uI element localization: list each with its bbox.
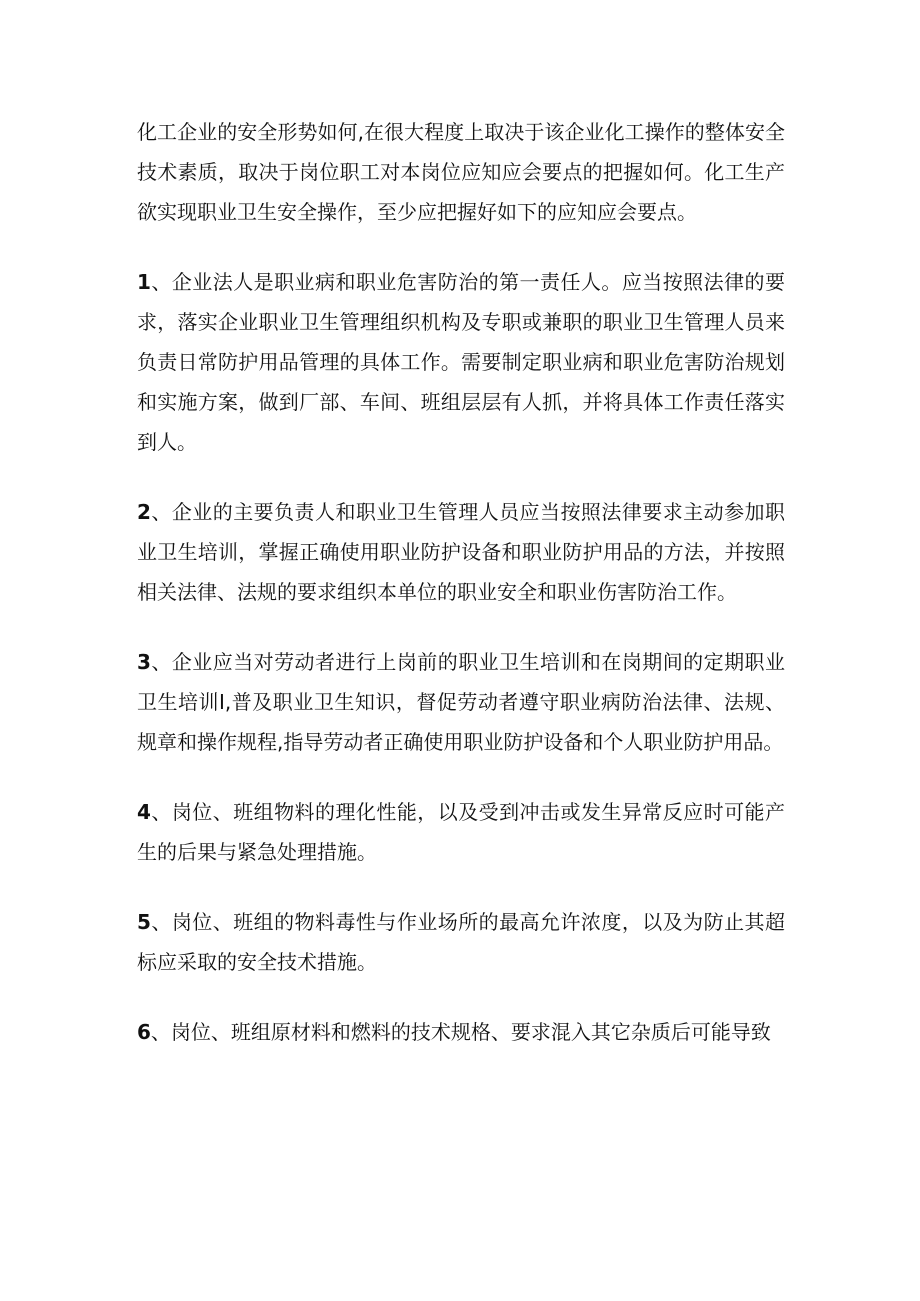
item-number: 3: [137, 650, 151, 674]
list-item: [137, 492, 785, 612]
intro-paragraph: 化工企业的安全形势如何,在很大程度上取决于该企业化工操作的整体安全技术素质，取决于岗位职工对本岗位应知应会要点的把握如何。化工生产欲实现职业卫生安全操作，至少应把握好如下的应知应会要点。: [137, 120, 785, 224]
item-number: 6: [137, 1020, 151, 1044]
item-number: 4: [137, 800, 151, 824]
item-text: 、企业法人是职业病和职业危害防治的第一责任人。应当按照法律的要求，落实企业职业卫生管理组织机构及专职或兼职的职业卫生管理人员来负责日常防护用品管理的具体工作。需要制定职业病和职业危害防治规划和实施方案，做到厂部、车间、班组层层有人抓，并将具体工作责任落实到人。: [137, 270, 785, 454]
document-body: [137, 112, 785, 1082]
item-number: 1: [137, 270, 151, 294]
item-number: 5: [137, 910, 151, 934]
list-item: [137, 642, 785, 762]
item-text: 、岗位、班组物料的理化性能，以及受到冲击或发生异常反应时可能产生的后果与紧急处理措施。: [137, 800, 785, 864]
list-item: [137, 262, 785, 462]
item-text: 、企业应当对劳动者进行上岗前的职业卫生培训和在岗期间的定期职业卫生培训I,普及职业卫生知识，督促劳动者遵守职业病防治法律、法规、规章和操作规程,指导劳动者正确使用职业防护设备和个人职业防护用品。: [137, 650, 785, 754]
item-text: 、企业的主要负责人和职业卫生管理人员应当按照法律要求主动参加职业卫生培训，掌握正确使用职业防护设备和职业防护用品的方法，并按照相关法律、法规的要求组织本单位的职业安全和职业伤害防治工作。: [137, 500, 785, 604]
item-number: 2: [137, 500, 151, 524]
item-text: 、岗位、班组原材料和燃料的技术规格、要求混入其它杂质后可能导致: [150, 1020, 771, 1044]
list-item: [137, 792, 785, 872]
list-item: [137, 1012, 785, 1052]
item-text: 、岗位、班组的物料毒性与作业场所的最高允许浓度，以及为防止其超标应采取的安全技术措施。: [137, 910, 785, 974]
list-item: [137, 902, 785, 982]
